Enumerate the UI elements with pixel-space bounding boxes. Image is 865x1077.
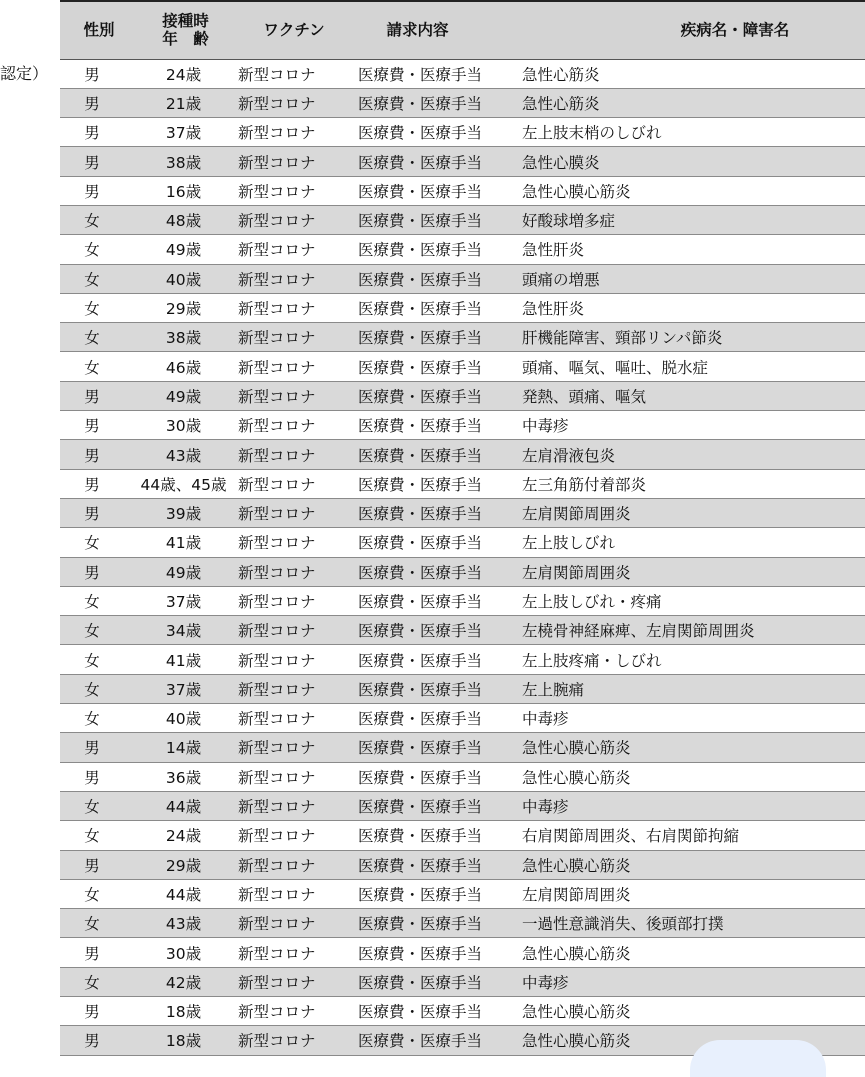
cell-disease: 好酸球増多症	[520, 205, 865, 234]
table-row	[60, 645, 865, 674]
cell-sex: 女	[60, 616, 138, 645]
cell-disease: 頭痛、嘔気、嘔吐、脱水症	[520, 352, 865, 381]
cell-claim: 医療費・医療手当	[355, 176, 520, 205]
cell-vaccine: 新型コロナ	[233, 264, 355, 293]
cell-age: 18歳	[138, 997, 233, 1026]
cell-sex: 男	[60, 733, 138, 762]
table-row	[60, 147, 865, 176]
cell-disease: 中毒疹	[520, 704, 865, 733]
cell-age: 29歳	[138, 850, 233, 879]
cell-vaccine: 新型コロナ	[233, 293, 355, 322]
cell-vaccine: 新型コロナ	[233, 821, 355, 850]
cell-sex: 男	[60, 59, 138, 88]
cell-vaccine: 新型コロナ	[233, 352, 355, 381]
cell-disease: 左上肢しびれ	[520, 528, 865, 557]
cell-age: 40歳	[138, 704, 233, 733]
cell-age: 38歳	[138, 147, 233, 176]
table-row	[60, 469, 865, 498]
cell-vaccine: 新型コロナ	[233, 1026, 355, 1055]
table-header	[60, 1, 865, 59]
cell-age: 42歳	[138, 967, 233, 996]
cell-sex: 女	[60, 323, 138, 352]
cell-sex: 女	[60, 704, 138, 733]
table-row	[60, 586, 865, 615]
cell-disease: 一過性意識消失、後頭部打撲	[520, 909, 865, 938]
cell-sex: 男	[60, 557, 138, 586]
cell-age: 37歳	[138, 118, 233, 147]
cell-sex: 男	[60, 498, 138, 527]
cell-disease: 急性心筋炎	[520, 59, 865, 88]
cell-sex: 男	[60, 176, 138, 205]
cell-sex: 男	[60, 850, 138, 879]
cell-sex: 男	[60, 147, 138, 176]
cell-claim: 医療費・医療手当	[355, 909, 520, 938]
cell-age: 24歳	[138, 59, 233, 88]
cell-age: 29歳	[138, 293, 233, 322]
cell-age: 30歳	[138, 938, 233, 967]
cell-claim: 医療費・医療手当	[355, 821, 520, 850]
cell-sex: 男	[60, 88, 138, 117]
cell-claim: 医療費・医療手当	[355, 293, 520, 322]
cell-disease: 左肩関節周囲炎	[520, 879, 865, 908]
cell-vaccine: 新型コロナ	[233, 59, 355, 88]
table-row	[60, 616, 865, 645]
table-row	[60, 733, 865, 762]
cell-claim: 医療費・医療手当	[355, 469, 520, 498]
cell-disease: 右肩関節周囲炎、右肩関節拘縮	[520, 821, 865, 850]
cell-disease: 左上肢しびれ・疼痛	[520, 586, 865, 615]
cell-claim: 医療費・医療手当	[355, 616, 520, 645]
cell-vaccine: 新型コロナ	[233, 586, 355, 615]
table-row	[60, 791, 865, 820]
cell-vaccine: 新型コロナ	[233, 205, 355, 234]
cell-disease: 急性心膜心筋炎	[520, 733, 865, 762]
table-row	[60, 850, 865, 879]
table-row	[60, 205, 865, 234]
cell-claim: 医療費・医療手当	[355, 235, 520, 264]
cell-sex: 女	[60, 293, 138, 322]
cell-disease: 急性肝炎	[520, 293, 865, 322]
cell-claim: 医療費・医療手当	[355, 997, 520, 1026]
cell-disease: 急性心膜心筋炎	[520, 850, 865, 879]
cell-vaccine: 新型コロナ	[233, 850, 355, 879]
cell-vaccine: 新型コロナ	[233, 323, 355, 352]
table-row	[60, 909, 865, 938]
cell-disease: 急性肝炎	[520, 235, 865, 264]
cell-claim: 医療費・医療手当	[355, 762, 520, 791]
cell-claim: 医療費・医療手当	[355, 498, 520, 527]
cell-sex: 女	[60, 821, 138, 850]
cell-vaccine: 新型コロナ	[233, 879, 355, 908]
table-row	[60, 879, 865, 908]
cell-age: 44歳、45歳	[138, 469, 233, 498]
cell-sex: 男	[60, 1026, 138, 1055]
cell-sex: 女	[60, 879, 138, 908]
cell-disease: 左上肢疼痛・しびれ	[520, 645, 865, 674]
cell-vaccine: 新型コロナ	[233, 147, 355, 176]
cell-claim: 医療費・医療手当	[355, 674, 520, 703]
cell-claim: 医療費・医療手当	[355, 411, 520, 440]
cell-vaccine: 新型コロナ	[233, 616, 355, 645]
cell-sex: 女	[60, 586, 138, 615]
cell-age: 46歳	[138, 352, 233, 381]
cell-disease: 左橈骨神経麻痺、左肩関節周囲炎	[520, 616, 865, 645]
cell-disease: 頭痛の増悪	[520, 264, 865, 293]
table-row	[60, 381, 865, 410]
cell-sex: 男	[60, 762, 138, 791]
cell-vaccine: 新型コロナ	[233, 997, 355, 1026]
header-disease: 疾病名・障害名	[520, 1, 865, 59]
cell-sex: 女	[60, 264, 138, 293]
cell-sex: 女	[60, 674, 138, 703]
cell-disease: 左肩関節周囲炎	[520, 498, 865, 527]
cell-disease: 中毒疹	[520, 967, 865, 996]
cell-age: 37歳	[138, 586, 233, 615]
table-row	[60, 762, 865, 791]
table-row	[60, 528, 865, 557]
cell-age: 37歳	[138, 674, 233, 703]
cell-vaccine: 新型コロナ	[233, 176, 355, 205]
header-age-line1: 接種時	[162, 12, 209, 31]
cell-vaccine: 新型コロナ	[233, 118, 355, 147]
cell-disease: 左肩滑液包炎	[520, 440, 865, 469]
cell-claim: 医療費・医療手当	[355, 88, 520, 117]
cell-sex: 女	[60, 909, 138, 938]
cell-vaccine: 新型コロナ	[233, 674, 355, 703]
cell-vaccine: 新型コロナ	[233, 440, 355, 469]
cell-disease: 中毒疹	[520, 411, 865, 440]
cell-vaccine: 新型コロナ	[233, 967, 355, 996]
cell-vaccine: 新型コロナ	[233, 381, 355, 410]
cell-age: 18歳	[138, 1026, 233, 1055]
table-row	[60, 264, 865, 293]
cell-disease: 急性心膜心筋炎	[520, 1026, 865, 1055]
table-row	[60, 674, 865, 703]
cell-age: 38歳	[138, 323, 233, 352]
cell-vaccine: 新型コロナ	[233, 411, 355, 440]
cell-claim: 医療費・医療手当	[355, 733, 520, 762]
header-sex: 性別	[60, 1, 138, 59]
cell-age: 14歳	[138, 733, 233, 762]
cell-vaccine: 新型コロナ	[233, 938, 355, 967]
cell-age: 39歳	[138, 498, 233, 527]
cell-claim: 医療費・医療手当	[355, 323, 520, 352]
cell-vaccine: 新型コロナ	[233, 528, 355, 557]
cell-sex: 女	[60, 967, 138, 996]
table-row	[60, 88, 865, 117]
header-claim: 請求内容	[355, 1, 520, 59]
cell-age: 41歳	[138, 528, 233, 557]
cell-disease: 左三角筋付着部炎	[520, 469, 865, 498]
cell-sex: 女	[60, 645, 138, 674]
cell-sex: 男	[60, 938, 138, 967]
cell-claim: 医療費・医療手当	[355, 879, 520, 908]
cell-age: 24歳	[138, 821, 233, 850]
cell-claim: 医療費・医療手当	[355, 586, 520, 615]
cell-age: 43歳	[138, 909, 233, 938]
cell-claim: 医療費・医療手当	[355, 205, 520, 234]
table-row	[60, 821, 865, 850]
cell-vaccine: 新型コロナ	[233, 469, 355, 498]
cell-age: 44歳	[138, 879, 233, 908]
cell-claim: 医療費・医療手当	[355, 791, 520, 820]
cut-off-label: 認定）	[0, 64, 49, 83]
cell-disease: 急性心膜心筋炎	[520, 176, 865, 205]
cell-age: 21歳	[138, 88, 233, 117]
table-row	[60, 938, 865, 967]
cell-disease: 急性心筋炎	[520, 88, 865, 117]
cell-vaccine: 新型コロナ	[233, 645, 355, 674]
table-row	[60, 293, 865, 322]
table-body	[60, 59, 865, 1055]
table-row	[60, 967, 865, 996]
relief-claims-table	[60, 0, 865, 1056]
cell-sex: 男	[60, 440, 138, 469]
cell-disease: 左上肢末梢のしびれ	[520, 118, 865, 147]
floating-action-bubble[interactable]	[690, 1040, 826, 1077]
cell-claim: 医療費・医療手当	[355, 850, 520, 879]
table-row	[60, 997, 865, 1026]
cell-disease: 左肩関節周囲炎	[520, 557, 865, 586]
cell-age: 49歳	[138, 557, 233, 586]
table-row	[60, 235, 865, 264]
cell-sex: 女	[60, 528, 138, 557]
table-row	[60, 440, 865, 469]
cell-sex: 男	[60, 997, 138, 1026]
table-row	[60, 59, 865, 88]
cell-sex: 女	[60, 352, 138, 381]
cell-sex: 男	[60, 381, 138, 410]
cell-claim: 医療費・医療手当	[355, 352, 520, 381]
cell-claim: 医療費・医療手当	[355, 147, 520, 176]
cell-age: 40歳	[138, 264, 233, 293]
cell-claim: 医療費・医療手当	[355, 264, 520, 293]
cell-vaccine: 新型コロナ	[233, 88, 355, 117]
cell-claim: 医療費・医療手当	[355, 645, 520, 674]
table-row	[60, 118, 865, 147]
cell-disease: 発熱、頭痛、嘔気	[520, 381, 865, 410]
cell-claim: 医療費・医療手当	[355, 704, 520, 733]
cell-age: 49歳	[138, 381, 233, 410]
cell-age: 48歳	[138, 205, 233, 234]
cell-age: 49歳	[138, 235, 233, 264]
cell-vaccine: 新型コロナ	[233, 791, 355, 820]
cell-sex: 女	[60, 791, 138, 820]
cell-sex: 男	[60, 118, 138, 147]
table-row	[60, 411, 865, 440]
cell-vaccine: 新型コロナ	[233, 733, 355, 762]
cell-sex: 男	[60, 469, 138, 498]
cell-disease: 急性心膜心筋炎	[520, 997, 865, 1026]
cell-disease: 急性心膜心筋炎	[520, 762, 865, 791]
cell-vaccine: 新型コロナ	[233, 909, 355, 938]
cell-claim: 医療費・医療手当	[355, 938, 520, 967]
cell-sex: 男	[60, 411, 138, 440]
table-row	[60, 557, 865, 586]
cell-age: 44歳	[138, 791, 233, 820]
cell-sex: 女	[60, 205, 138, 234]
header-row	[60, 1, 865, 59]
cell-disease: 急性心膜炎	[520, 147, 865, 176]
cell-claim: 医療費・医療手当	[355, 59, 520, 88]
cell-vaccine: 新型コロナ	[233, 498, 355, 527]
header-age-line2: 年 齢	[162, 30, 209, 49]
cell-claim: 医療費・医療手当	[355, 967, 520, 996]
cell-claim: 医療費・医療手当	[355, 557, 520, 586]
table-row	[60, 498, 865, 527]
cell-vaccine: 新型コロナ	[233, 762, 355, 791]
header-age	[138, 1, 233, 59]
cell-age: 34歳	[138, 616, 233, 645]
table-row	[60, 176, 865, 205]
cell-claim: 医療費・医療手当	[355, 528, 520, 557]
table-row	[60, 323, 865, 352]
cell-claim: 医療費・医療手当	[355, 118, 520, 147]
cell-vaccine: 新型コロナ	[233, 557, 355, 586]
cell-disease: 左上腕痛	[520, 674, 865, 703]
cell-age: 43歳	[138, 440, 233, 469]
cell-disease: 中毒疹	[520, 791, 865, 820]
table-row	[60, 704, 865, 733]
cell-vaccine: 新型コロナ	[233, 704, 355, 733]
table-row	[60, 352, 865, 381]
cell-disease: 急性心膜心筋炎	[520, 938, 865, 967]
cell-age: 41歳	[138, 645, 233, 674]
cell-age: 30歳	[138, 411, 233, 440]
cell-age: 36歳	[138, 762, 233, 791]
cell-age: 16歳	[138, 176, 233, 205]
header-vaccine: ワクチン	[233, 1, 355, 59]
cell-claim: 医療費・医療手当	[355, 440, 520, 469]
cell-disease: 肝機能障害、頸部リンパ節炎	[520, 323, 865, 352]
cell-claim: 医療費・医療手当	[355, 381, 520, 410]
cell-sex: 女	[60, 235, 138, 264]
cell-vaccine: 新型コロナ	[233, 235, 355, 264]
cell-claim: 医療費・医療手当	[355, 1026, 520, 1055]
